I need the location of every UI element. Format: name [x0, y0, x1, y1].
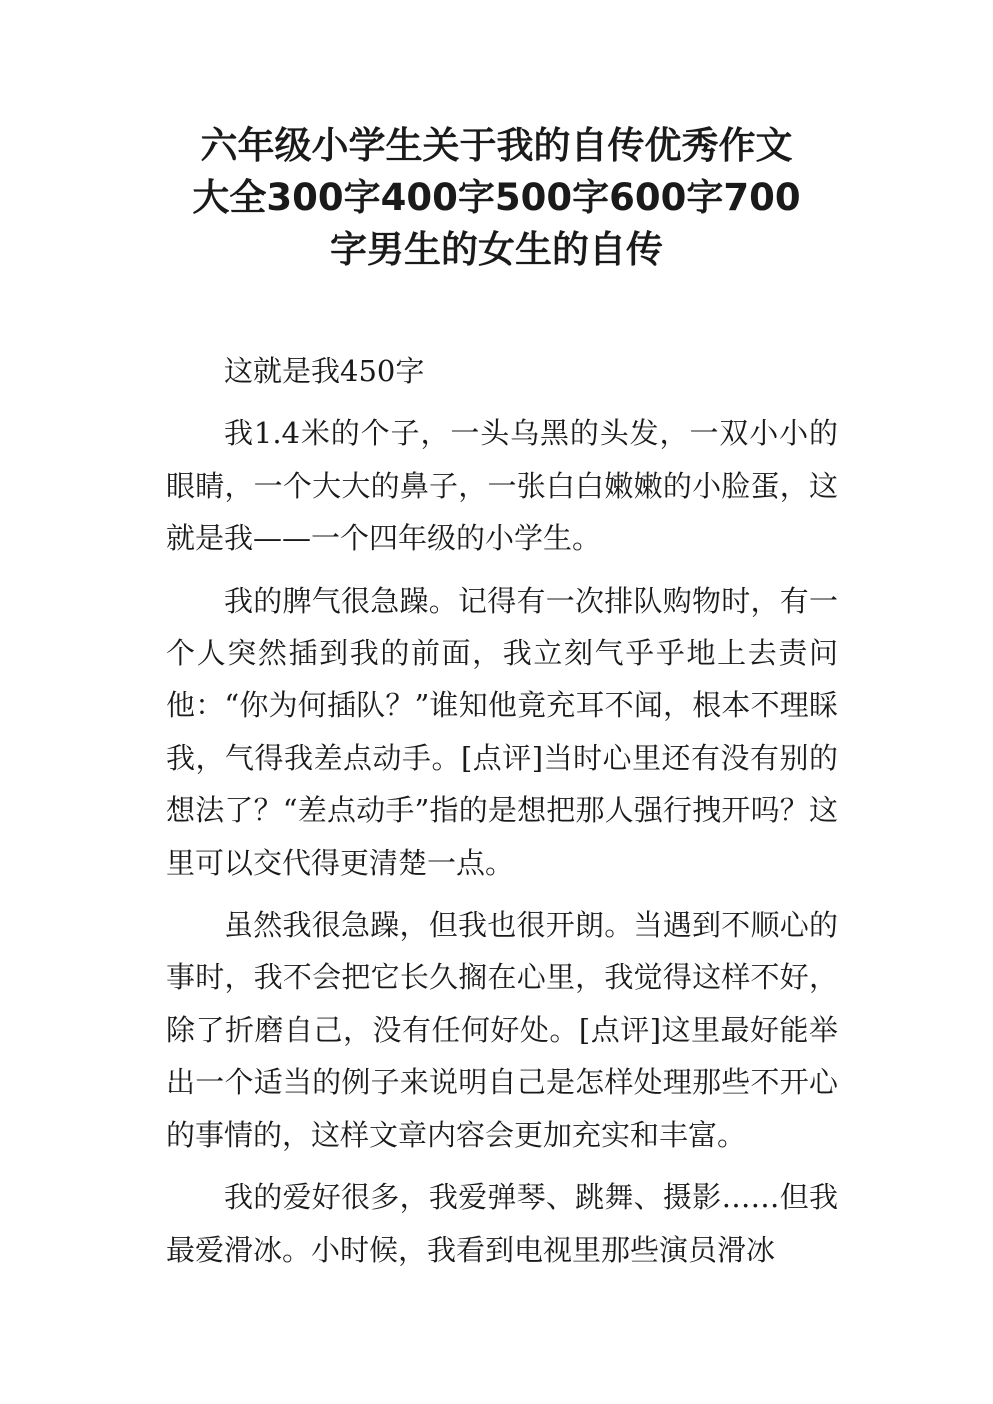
paragraph-hobbies: 我的爱好很多，我爱弹琴、跳舞、摄影……但我最爱滑冰。小时候，我看到电视里那些演员滑冰 [166, 1180, 838, 1267]
title-line-2: 大全300字400字500字600字700 [192, 176, 801, 219]
paragraph-temper: 我的脾气很急躁。记得有一次排队购物时，有一个人突然插到我的前面，我立刻气乎乎地上去责问他：“你为何插队？”谁知他竟充耳不闻，根本不理睬我，气得我差点动手。[点评]当时心里还有没有别的想法了？“差点动手”指的是想把那人强行拽开吗？这里可以交代得更清楚一点。 [166, 583, 838, 880]
paragraph-appearance: 我1.4米的个子，一头乌黑的头发，一双小小的眼睛，一个大大的鼻子，一张白白嫩嫩的小脸蛋，这就是我——一个四年级的小学生。 [166, 416, 838, 556]
section-heading: 这就是我450字 [224, 354, 425, 388]
document-body [166, 345, 838, 1286]
title-line-1: 六年级小学生关于我的自传优秀作文 [200, 124, 793, 167]
document-title [150, 120, 843, 276]
paragraph-cheerful: 虽然我很急躁，但我也很开朗。当遇到不顺心的事时，我不会把它长久搁在心里，我觉得这样不好，除了折磨自己，没有任何好处。[点评]这里最好能举出一个适当的例子来说明自己是怎样处理那些不开心的事情的，这样文章内容会更加充实和丰富。 [166, 908, 838, 1152]
title-line-3: 字男生的女生的自传 [330, 228, 663, 271]
